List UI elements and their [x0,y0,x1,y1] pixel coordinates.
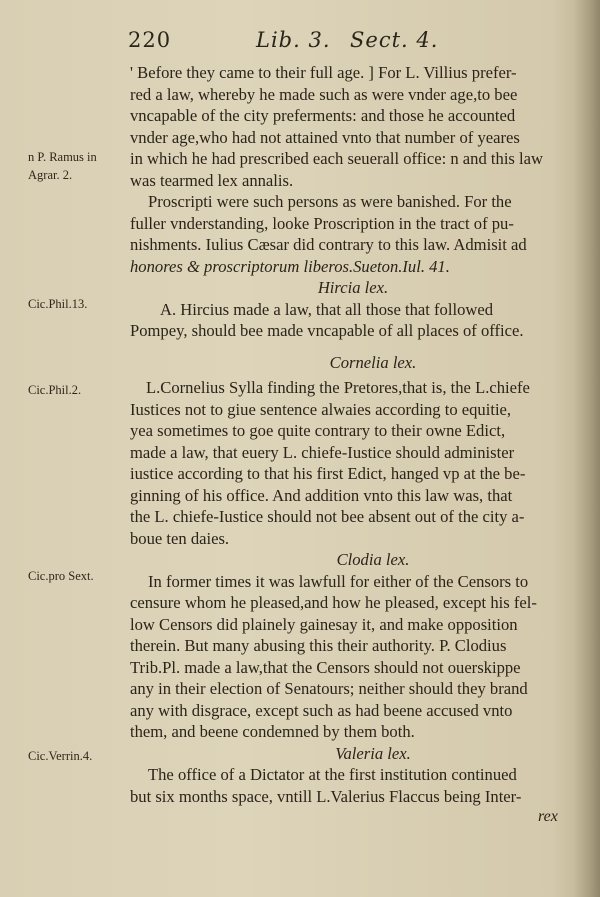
text-line: therein. But many abusing this their authority. P. Clodius [130,636,507,655]
margin-note: Cic.pro Sext. [28,569,94,583]
text-line: honores & proscriptorum liberos.Sueton.Iul. 41. [130,256,450,276]
text-line: them, and beene condemned by them both. [130,722,415,741]
text-line: yea sometimes to goe quite contrary to their owne Edict, [130,421,506,440]
header-lib: Lib. 3. [256,28,331,52]
text-line: ginning of his office. And addition vnto this law was, that [130,485,513,505]
text-line: but six months space, vntill L.Valerius Flaccus being Inter- [130,786,522,806]
page-gutter-shadow [574,0,600,897]
text-line: Iustices not to giue sentence alwaies according to equitie, [130,399,512,419]
section-heading: Valeria lex. [335,743,411,763]
text-line: red a law, whereby he made such as were vnder age,to bee [130,84,518,104]
text-line: in which he had prescribed each seuerall office: n and this law [130,149,543,168]
page-number: 220 [128,28,172,52]
text-line: Pompey, should bee made vncapable of all places of office. [130,321,524,340]
text-line: censure whom he pleased,and how he pleased, except his fel- [130,593,537,612]
text-line: the L. chiefe-Iustice should not bee absent out of the city a- [130,507,525,526]
section-heading: Cornelia lex. [329,352,417,372]
text-line: boue ten daies. [130,528,230,548]
section-heading: Hircia lex. [317,278,389,297]
text-line: iustice according to that his first Edict, hanged vp at the be- [130,464,526,483]
margin-note: n P. Ramus in [28,150,97,164]
text-line: any in their election of Senatours; neither should they brand [130,679,528,698]
text-line: nishments. Iulius Cæsar did contrary to this law. Admisit ad [130,235,527,254]
margin-note: Cic.Phil.13. [28,297,88,311]
margin-note: Cic.Verrin.4. [28,749,93,763]
text-line: any with disgrace, except such as had beene accused vnto [130,700,513,720]
catchword: rex [538,808,558,825]
margin-note: Cic.Phil.2. [28,383,82,397]
text-line: The office of a Dictator at the first institution continued [148,765,517,784]
text-line: ' Before they came to their full age. ] For L. Villius prefer- [130,63,517,82]
margin-note: Agrar. 2. [28,168,73,182]
body-text [130,62,576,807]
text-line: vncapable of the city preferments: and those he accounted [130,106,516,125]
text-line: L.Cornelius Sylla finding the Pretores,that is, the L.chiefe [146,378,530,397]
text-line: Trib.Pl. made a law,that the Censors should not ouerskippe [130,657,521,677]
text-line: made a law, that euery L. chiefe-Iustice should administer [130,442,515,462]
text-line: In former times it was lawfull for either of the Censors to [148,571,529,591]
text-line: fuller vnderstanding, looke Proscription in the tract of pu- [130,213,514,233]
running-header [128,28,488,58]
text-line: A. Hircius made a law, that all those that followed [160,299,494,319]
text-line: Proscripti were such persons as were banished. For the [148,192,512,211]
text-line: was tearmed lex annalis. [130,170,294,190]
text-line: low Censors did plainely gainesay it, and make opposition [130,614,518,634]
text-line: vnder age,who had not attained vnto that number of yeares [130,127,520,147]
section-heading: Clodia lex. [336,550,410,569]
header-sect: Sect. 4. [350,28,439,52]
